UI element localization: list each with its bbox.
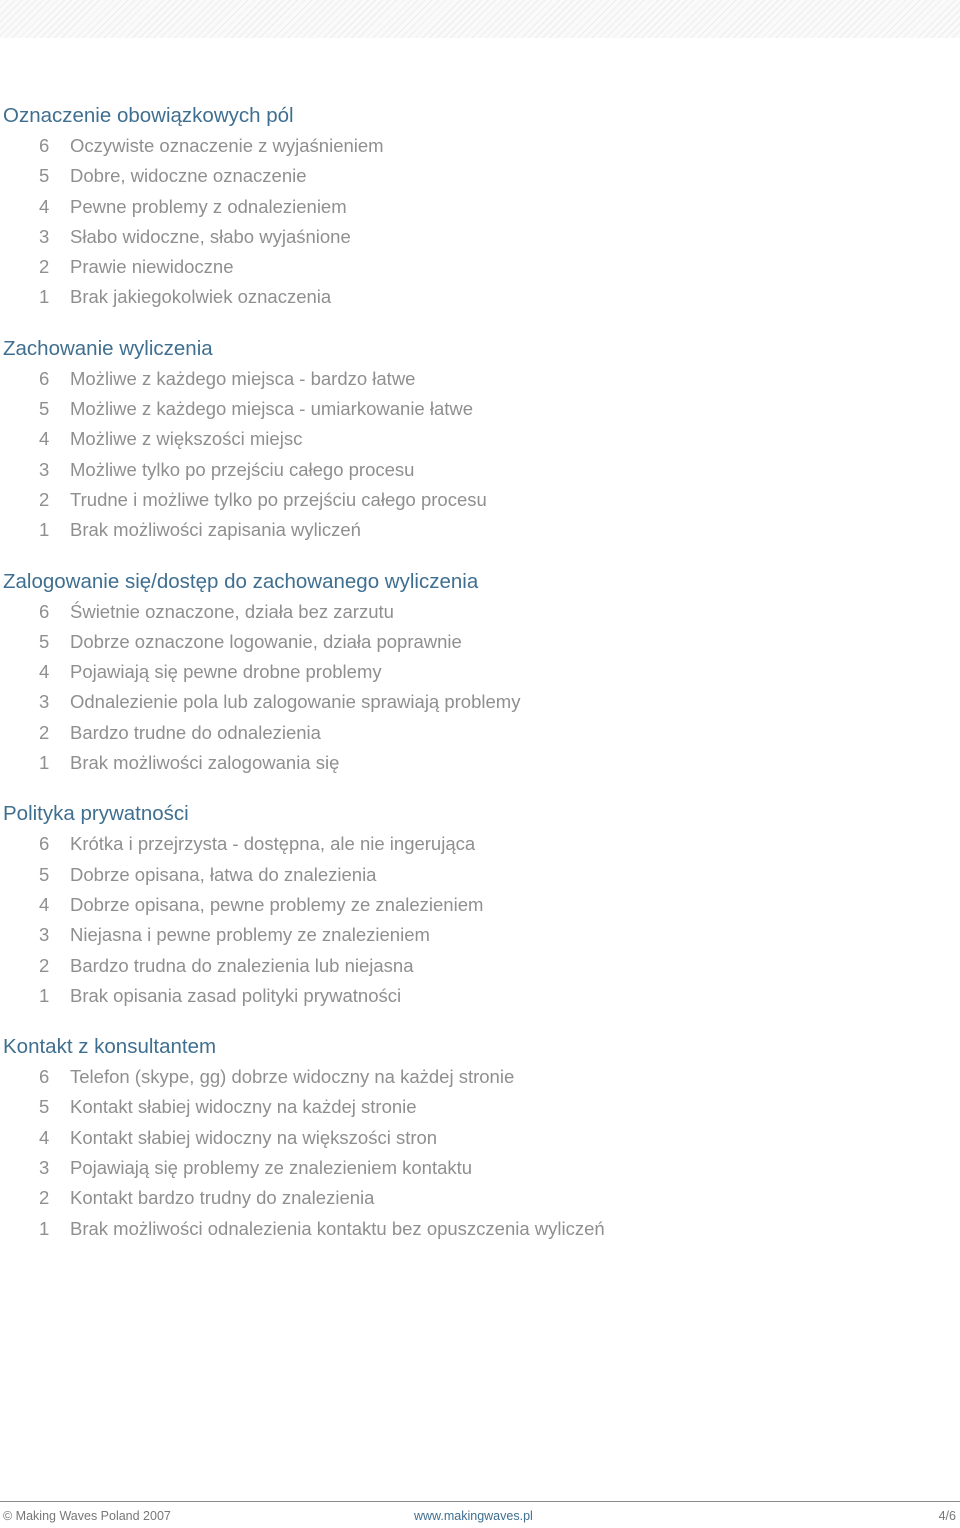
section-title: Kontakt z konsultantem [3,1035,217,1059]
rating-score: 4 [39,428,50,450]
rating-text: Brak możliwości zapisania wyliczeń [70,519,361,541]
rating-list [3,364,943,546]
rating-text: Możliwe tylko po przejściu całego procesu [70,458,415,480]
rating-text: Możliwe z większości miejsc [70,428,303,450]
section-title: Zachowanie wyliczenia [3,336,213,360]
rating-score: 4 [39,893,50,915]
rating-score: 1 [39,519,50,541]
section-consultant-contact [3,1032,943,1244]
rating-text: Niejasna i pewne problemy ze znalezieniem [70,924,430,946]
rating-score: 5 [39,630,50,652]
rating-score: 6 [39,600,50,622]
rating-text: Bardzo trudna do znalezienia lub niejasna [70,954,414,976]
rating-item [3,394,943,424]
rating-score: 4 [39,1126,50,1148]
rating-score: 5 [39,165,50,187]
rating-item [3,1062,943,1092]
footer-website-link[interactable]: www.makingwaves.pl [414,1509,533,1523]
rating-item [3,657,943,687]
rating-text: Dobre, widoczne oznaczenie [70,165,307,187]
rating-text: Krótka i przejrzysta - dostępna, ale nie ingerująca [70,833,476,855]
rating-score: 3 [39,691,50,713]
rating-score: 6 [39,367,50,389]
rating-item [3,748,943,778]
rating-item [3,981,943,1011]
rating-item [3,364,943,394]
rating-score: 3 [39,225,50,247]
rating-text: Świetnie oznaczone, działa bez zarzutu [70,600,394,622]
rating-text: Pojawiają się pewne drobne problemy [70,661,382,683]
rating-text: Kontakt słabiej widoczny na większości stron [70,1126,438,1148]
rating-text: Pewne problemy z odnalezieniem [70,195,347,217]
rating-item [3,597,943,627]
section-title: Polityka prywatności [3,802,189,826]
rating-text: Kontakt bardzo trudny do znalezienia [70,1187,375,1209]
rating-item [3,920,943,950]
rating-text: Możliwe z każdego miejsca - bardzo łatwe [70,367,416,389]
footer-divider [0,1501,960,1502]
rating-text: Dobrze oznaczone logowanie, działa poprawnie [70,630,462,652]
section-title: Oznaczenie obowiązkowych pól [3,104,294,127]
rating-item [3,485,943,515]
rating-score: 3 [39,458,50,480]
rating-score: 1 [39,984,50,1006]
rating-item [3,1123,943,1153]
rating-text: Brak możliwości odnalezienia kontaktu bez opuszczenia wyliczeń [70,1217,605,1239]
rating-text: Brak możliwości zalogowania się [70,752,340,774]
rating-text: Możliwe z każdego miejsca - umiarkowanie łatwe [70,398,474,420]
rating-text: Prawie niewidoczne [70,256,234,278]
rating-item [3,222,943,252]
rating-text: Dobrze opisana, pewne problemy ze znalezieniem [70,893,484,915]
rating-score: 3 [39,1157,50,1179]
section-save-calculation [3,334,943,546]
section-privacy-policy [3,799,943,1011]
rating-item [3,282,943,312]
rating-score: 2 [39,954,50,976]
rating-score: 2 [39,256,50,278]
rating-list [3,829,943,1011]
rating-score: 5 [39,863,50,885]
rating-item [3,455,943,485]
rating-score: 2 [39,721,50,743]
rating-list [3,1062,943,1244]
section-login-access [3,567,943,779]
rating-item [3,860,943,890]
rating-text: Pojawiają się problemy ze znalezieniem kontaktu [70,1157,473,1179]
rating-item [3,1153,943,1183]
rating-score: 4 [39,661,50,683]
rating-score: 3 [39,924,50,946]
rating-text: Brak opisania zasad polityki prywatności [70,984,402,1006]
rating-text: Bardzo trudne do odnalezienia [70,721,321,743]
rating-score: 1 [39,1217,50,1239]
rating-score: 1 [39,286,50,308]
rating-text: Dobrze opisana, łatwa do znalezienia [70,863,377,885]
rating-score: 2 [39,1187,50,1209]
rating-text: Oczywiste oznaczenie z wyjaśnieniem [70,135,384,156]
rating-item [3,951,943,981]
page-footer [0,1506,960,1526]
section-title: Zalogowanie się/dostęp do zachowanego wyliczenia [3,569,479,593]
rating-score: 6 [39,833,50,855]
rating-item [3,131,943,161]
rating-item [3,252,943,282]
rating-item [3,627,943,657]
document-body [3,101,943,1265]
rating-item [3,1183,943,1213]
rating-item [3,687,943,717]
footer-copyright: © Making Waves Poland 2007 [3,1509,171,1523]
rating-score: 5 [39,1096,50,1118]
section-required-fields [3,101,943,313]
rating-item [3,829,943,859]
rating-item [3,161,943,191]
rating-text: Kontakt słabiej widoczny na każdej stronie [70,1096,417,1118]
rating-text: Trudne i możliwe tylko po przejściu całego procesu [70,488,487,510]
rating-item [3,718,943,748]
rating-score: 5 [39,398,50,420]
page-top-band [0,0,960,38]
rating-item [3,424,943,454]
page-number: 4/6 [938,1509,956,1523]
rating-score: 1 [39,752,50,774]
rating-score: 2 [39,488,50,510]
rating-item [3,1214,943,1244]
rating-text: Słabo widoczne, słabo wyjaśnione [70,225,351,247]
rating-item [3,890,943,920]
rating-text: Odnalezienie pola lub zalogowanie sprawiają problemy [70,691,521,713]
rating-item [3,1092,943,1122]
rating-item [3,515,943,545]
rating-list [3,131,943,313]
rating-item [3,192,943,222]
rating-list [3,597,943,779]
rating-score: 6 [39,1066,50,1088]
rating-text: Brak jakiegokolwiek oznaczenia [70,286,332,308]
rating-text: Telefon (skype, gg) dobrze widoczny na każdej stronie [70,1066,515,1088]
rating-score: 4 [39,195,50,217]
rating-score: 6 [39,135,50,156]
